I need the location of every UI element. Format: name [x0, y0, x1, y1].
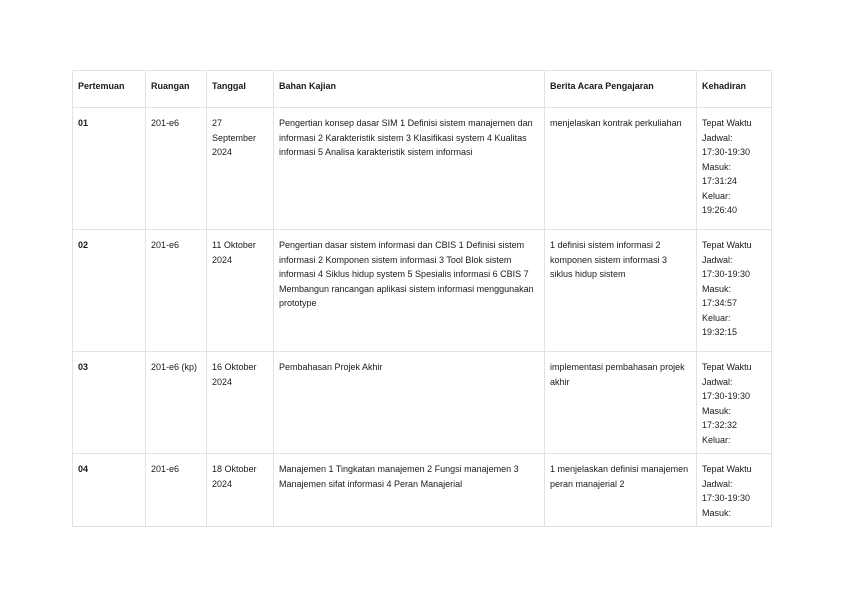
ruangan-cell: 201-e6 [146, 108, 207, 230]
jadwal-value: 17:30-19:30 [702, 147, 751, 157]
keluar-value: 19:26:40 [702, 205, 738, 215]
kehadiran-cell [697, 352, 772, 454]
jadwal-label: Jadwal: [702, 376, 733, 387]
masuk-value: 17:32:32 [702, 420, 738, 430]
berita-acara-cell: 1 menjelaskan definisi manajemen peran manajerial 2 [545, 454, 697, 527]
kehadiran-status: Tepat Waktu [702, 362, 752, 372]
kehadiran-status: Tepat Waktu [702, 118, 752, 128]
tanggal-cell: 16 Oktober 2024 [207, 352, 274, 454]
table-row [73, 352, 772, 454]
jadwal-value: 17:30-19:30 [702, 493, 751, 503]
pertemuan-cell: 04 [73, 454, 146, 527]
jadwal-label: Jadwal: [702, 254, 733, 265]
masuk-label: Masuk: [702, 283, 732, 294]
header-ruangan: Ruangan [146, 71, 207, 108]
kehadiran-cell [697, 230, 772, 352]
table-row [73, 454, 772, 527]
header-berita-acara: Berita Acara Pengajaran [545, 71, 697, 108]
kehadiran-cell [697, 108, 772, 230]
tanggal-cell: 11 Oktober 2024 [207, 230, 274, 352]
bahan-kajian-cell: Manajemen 1 Tingkatan manajemen 2 Fungsi manajemen 3 Manajemen sifat informasi 4 Peran Manajerial [274, 454, 545, 527]
keluar-label: Keluar: [702, 434, 731, 445]
jadwal-label: Jadwal: [702, 132, 733, 143]
header-kehadiran: Kehadiran [697, 71, 772, 108]
ruangan-cell: 201-e6 (kp) [146, 352, 207, 454]
header-pertemuan: Pertemuan [73, 71, 146, 108]
tanggal-cell: 27 September 2024 [207, 108, 274, 230]
jadwal-value: 17:30-19:30 [702, 391, 751, 401]
masuk-label: Masuk: [702, 161, 732, 172]
ruangan-cell: 201-e6 [146, 230, 207, 352]
header-tanggal: Tanggal [207, 71, 274, 108]
bahan-kajian-cell: Pengertian konsep dasar SIM 1 Definisi sistem manajemen dan informasi 2 Karakteristik sistem 3 Klasifikasi system 4 Kualitas informasi 5 Analisa karakteristik sistem informasi [274, 108, 545, 230]
keluar-value: 19:32:15 [702, 327, 738, 337]
bahan-kajian-cell: Pembahasan Projek Akhir [274, 352, 545, 454]
masuk-label: Masuk: [702, 507, 732, 518]
keluar-label: Keluar: [702, 190, 731, 201]
table-row [73, 108, 772, 230]
pertemuan-cell: 02 [73, 230, 146, 352]
masuk-value: 17:34:57 [702, 298, 738, 308]
berita-acara-cell: menjelaskan kontrak perkuliahan [545, 108, 697, 230]
pertemuan-cell: 01 [73, 108, 146, 230]
header-bahan-kajian: Bahan Kajian [274, 71, 545, 108]
berita-acara-cell: implementasi pembahasan projek akhir [545, 352, 697, 454]
table-row [73, 230, 772, 352]
tanggal-cell: 18 Oktober 2024 [207, 454, 274, 527]
keluar-label: Keluar: [702, 312, 731, 323]
table-header-row [73, 71, 772, 108]
kehadiran-status: Tepat Waktu [702, 240, 752, 250]
jadwal-label: Jadwal: [702, 478, 733, 489]
masuk-label: Masuk: [702, 405, 732, 416]
jadwal-value: 17:30-19:30 [702, 269, 751, 279]
ruangan-cell: 201-e6 [146, 454, 207, 527]
masuk-value: 17:31:24 [702, 176, 738, 186]
attendance-table [72, 70, 772, 527]
kehadiran-cell [697, 454, 772, 527]
berita-acara-cell: 1 definisi sistem informasi 2 komponen sistem informasi 3 siklus hidup sistem [545, 230, 697, 352]
kehadiran-status: Tepat Waktu [702, 464, 752, 474]
bahan-kajian-cell: Pengertian dasar sistem informasi dan CBIS 1 Definisi sistem informasi 2 Komponen sistem informasi 3 Tool Blok sistem informasi 4 Siklus hidup system 5 Spesialis informasi 6 CBIS 7 Membangun rancangan aplikasi sistem informasi menggunakan prototype [274, 230, 545, 352]
pertemuan-cell: 03 [73, 352, 146, 454]
